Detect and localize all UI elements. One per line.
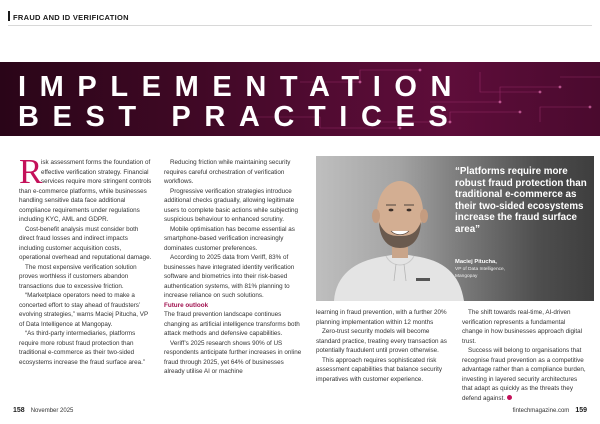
column1-paragraph-3: The most expensive verification solution proves worthless if customers abandon transactions due to excessive friction. — [19, 263, 137, 290]
quote-attribution-name: Maciej Pitucha, — [455, 259, 497, 265]
column4-paragraph-2 — [462, 346, 586, 403]
column2-paragraph-4: According to 2025 data from Veriff, 83% of businesses have integrated identity verification software and biometrics into their risk-based authentication systems, with 81% planning to increase reliance on such solutions. — [164, 254, 295, 299]
column4-p2-text: Success will belong to organisations that recognise fraud prevention as a competitive advantage rather than a compliance burden, investing in layered security architectures that adapt as quickly as the threats they defend against. — [462, 347, 586, 402]
article-column-1 — [19, 152, 152, 367]
quote-attribution-role: VP of Data Intelligence, — [455, 267, 506, 272]
future-outlook-subhead: Future outlook — [164, 301, 209, 309]
article-column-3 — [316, 308, 452, 384]
right-page-number: 159 — [575, 407, 587, 414]
banner-title-line2: BEST PRACTICES — [18, 101, 462, 133]
footer-left — [13, 407, 73, 414]
section-label: FRAUD AND ID VERIFICATION — [13, 13, 129, 22]
pull-quote: “Platforms require more robust fraud protection than traditional e-commerce as their two-sided ecosystems increase the fraud surface area” — [455, 166, 587, 235]
column1-paragraph-4: “Marketplace operators need to make a concerted effort to stay ahead of fraudsters’ evolving strategies,” warns Maciej Pitucha, VP of Data Intelligence at Mangopay. — [19, 292, 149, 328]
portrait-photo — [316, 156, 594, 301]
column1-paragraph-2: Cost-benefit analysis must consider both direct fraud losses and indirect impacts including customer acquisition costs, operational overhead and reputational damage. — [19, 225, 152, 261]
article-column-4 — [462, 308, 586, 403]
header-divider — [8, 25, 592, 26]
dropcap-wrapper — [19, 152, 43, 191]
column2-paragraph-1: Reducing friction while maintaining security requires careful orchestration of verification workflows. — [164, 159, 291, 185]
column2-paragraph-6: Veriff’s 2025 research shows 90% of US respondents anticipate further increases in online fraud through 2025, yet 64% of businesses already utilise AI or machine — [164, 339, 302, 375]
footer-right — [513, 407, 587, 414]
section-marker — [8, 11, 10, 21]
column2-paragraph-2: Progressive verification strategies introduce additional checks gradually, allowing legitimate users to complete basic actions while subjecting suspicious behaviour to enhanced scrutiny. — [164, 187, 299, 223]
column3-paragraph-2: Zero-trust security models will become standard practice, treating every transaction as potentially fraudulent until proven otherwise. — [316, 328, 447, 354]
column3-paragraph-3: This approach requires sophisticated risk assessment capabilities that balance security imperatives with customer experience. — [316, 356, 443, 383]
left-page-number: 158 — [13, 407, 25, 414]
column1-p1-text: isk assessment forms the foundation of effective verification strategy. Financial services require more stringent controls than e-commerce platforms, while businesses handling sensitive data face additional compliance requirements under regulations including KYC, AML and GDPR. — [19, 159, 152, 223]
banner-title — [18, 72, 465, 132]
quote-attribution-org: Mangopay — [455, 274, 478, 279]
banner-title-line1: IMPLEMENTATION — [18, 71, 466, 103]
article-column-2 — [164, 158, 304, 377]
column2-paragraph-5: The fraud prevention landscape continues changing as artificial intelligence transforms both attack methods and defensive capabilities. — [164, 311, 300, 337]
issue-date: November 2025 — [30, 408, 74, 414]
column1-paragraph-5: “As third-party intermediaries, platforms require more robust fraud protection than traditional e-commerce as their two-sided ecosystems increase the fraud surface area.” — [19, 330, 145, 366]
site-url: fintechmagazine.com — [512, 408, 570, 414]
column1-paragraph-1 — [19, 152, 152, 225]
column3-paragraph-1: learning in fraud prevention, with a further 20% planning implementation within 12 months — [316, 309, 447, 326]
column2-paragraph-3: Mobile optimisation has become essential as smartphone-based verification increasingly dominates customer preferences. — [164, 225, 295, 252]
end-of-article-icon — [507, 395, 512, 400]
dropcap: R — [19, 152, 43, 191]
title-banner — [0, 62, 600, 136]
column4-paragraph-1: The shift towards real-time, AI-driven verification represents a fundamental change in how businesses approach digital trust. — [462, 309, 583, 345]
